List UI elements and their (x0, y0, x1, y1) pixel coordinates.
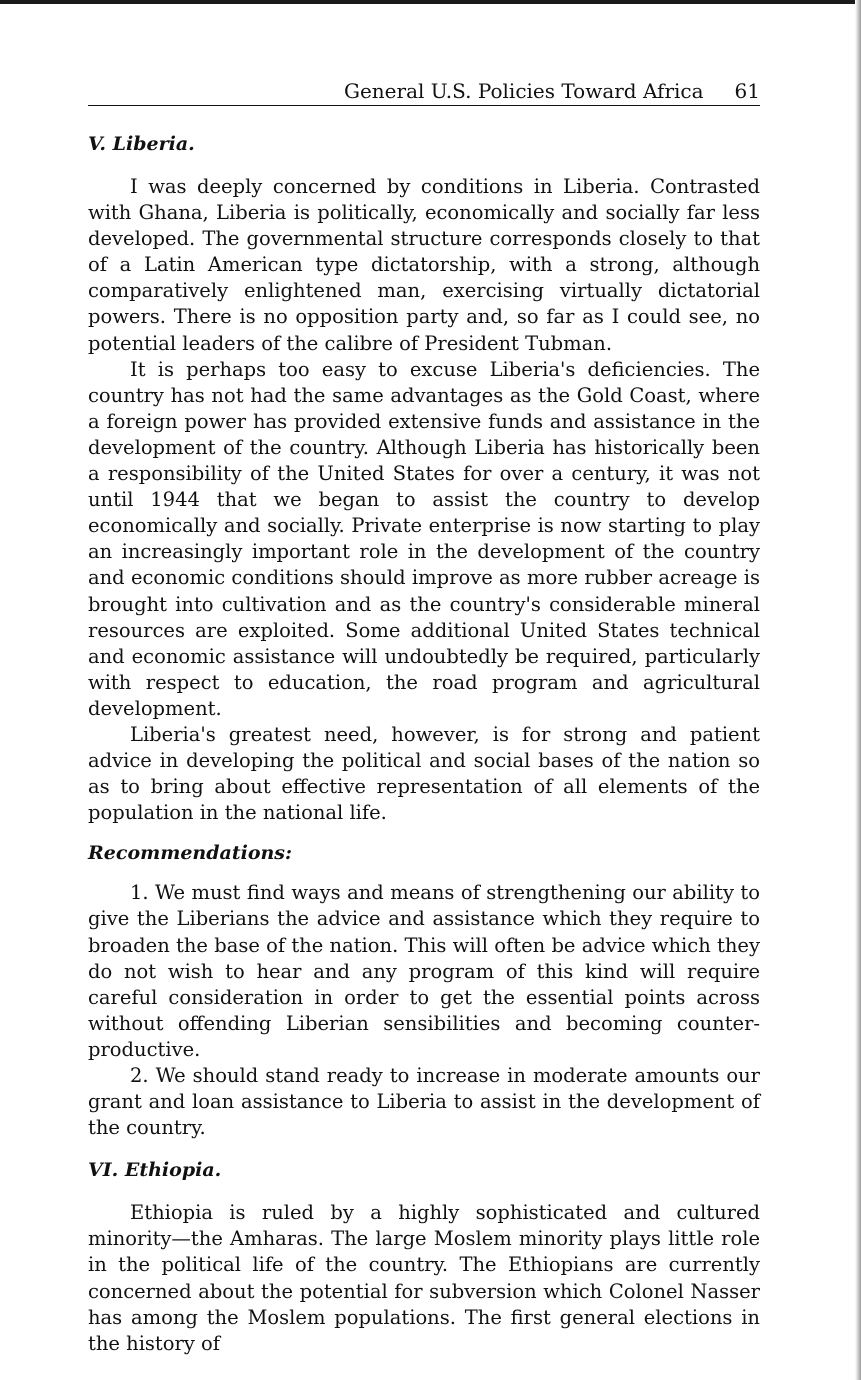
scan-top-edge (0, 0, 861, 4)
running-head (88, 78, 760, 106)
section-heading-liberia: V. Liberia. (88, 133, 195, 155)
liberia-paragraph-2: It is perhaps too easy to excuse Liberia's deficiencies. The country has not had the same advantages as the Gold Coast, where a foreign power has provided extensive funds and assistance in the development of the country. Although Liberia has historically been a responsibility of the United States for over a century, it was not until 1944 that we began to assist the country to develop economically and socially. Private enterprise is now starting to play an increasingly important role in the development of the country and economic conditions should improve as more rubber acreage is brought into cultivation and as the country's considerable mineral resources are exploited. Some additional United States technical and economic assistance will undoubtedly be required, particularly with respect to education, the road program and agricultural development. (88, 357, 760, 720)
recommendation-item-2: 2. We should stand ready to increase in moderate amounts our grant and loan assistance to Liberia to assist in the development of the country. (88, 1064, 760, 1140)
page-number: 61 (734, 79, 760, 103)
recommendation-item-1: 1. We must find ways and means of strengthening our ability to give the Liberians the advice and assistance which they require to broaden the base of the nation. This will often be advice which they do not wish to hear and any program of this kind will require careful consideration in order to get the essential points across without offending Liberian sensibilities and becoming counter-productive. (88, 881, 760, 1061)
section-heading-recommendations: Recommendations: (88, 842, 293, 865)
liberia-paragraph-1: I was deeply concerned by conditions in Liberia. Contrasted with Ghana, Liberia is politically, economically and socially far less developed. The governmental structure corresponds closely to that of a Latin American type dictatorship, with a strong, although comparatively enlightened man, exercising virtually dictatorial powers. There is no opposition party and, so far as I could see, no potential leaders of the calibre of President Tubman. (88, 175, 760, 355)
section-heading-ethiopia: VI. Ethiopia. (88, 1159, 222, 1182)
scan-right-edge (855, 0, 861, 1380)
ethiopia-paragraph-1: Ethiopia is ruled by a highly sophisticated and cultured minority—the Amharas. The large Moslem minority plays little role in the political life of the country. The Ethiopians are currently concerned about the potential for subversion which Colonel Nasser has among the Moslem populations. The first general elections in the history of (88, 1201, 760, 1355)
liberia-paragraph-3: Liberia's greatest need, however, is for strong and patient advice in developing the political and social bases of the nation so as to bring about effective representation of all elements of the population in the national life. (88, 722, 760, 825)
document-page (88, 78, 760, 1357)
running-head-title: General U.S. Policies Toward Africa (343, 79, 704, 103)
